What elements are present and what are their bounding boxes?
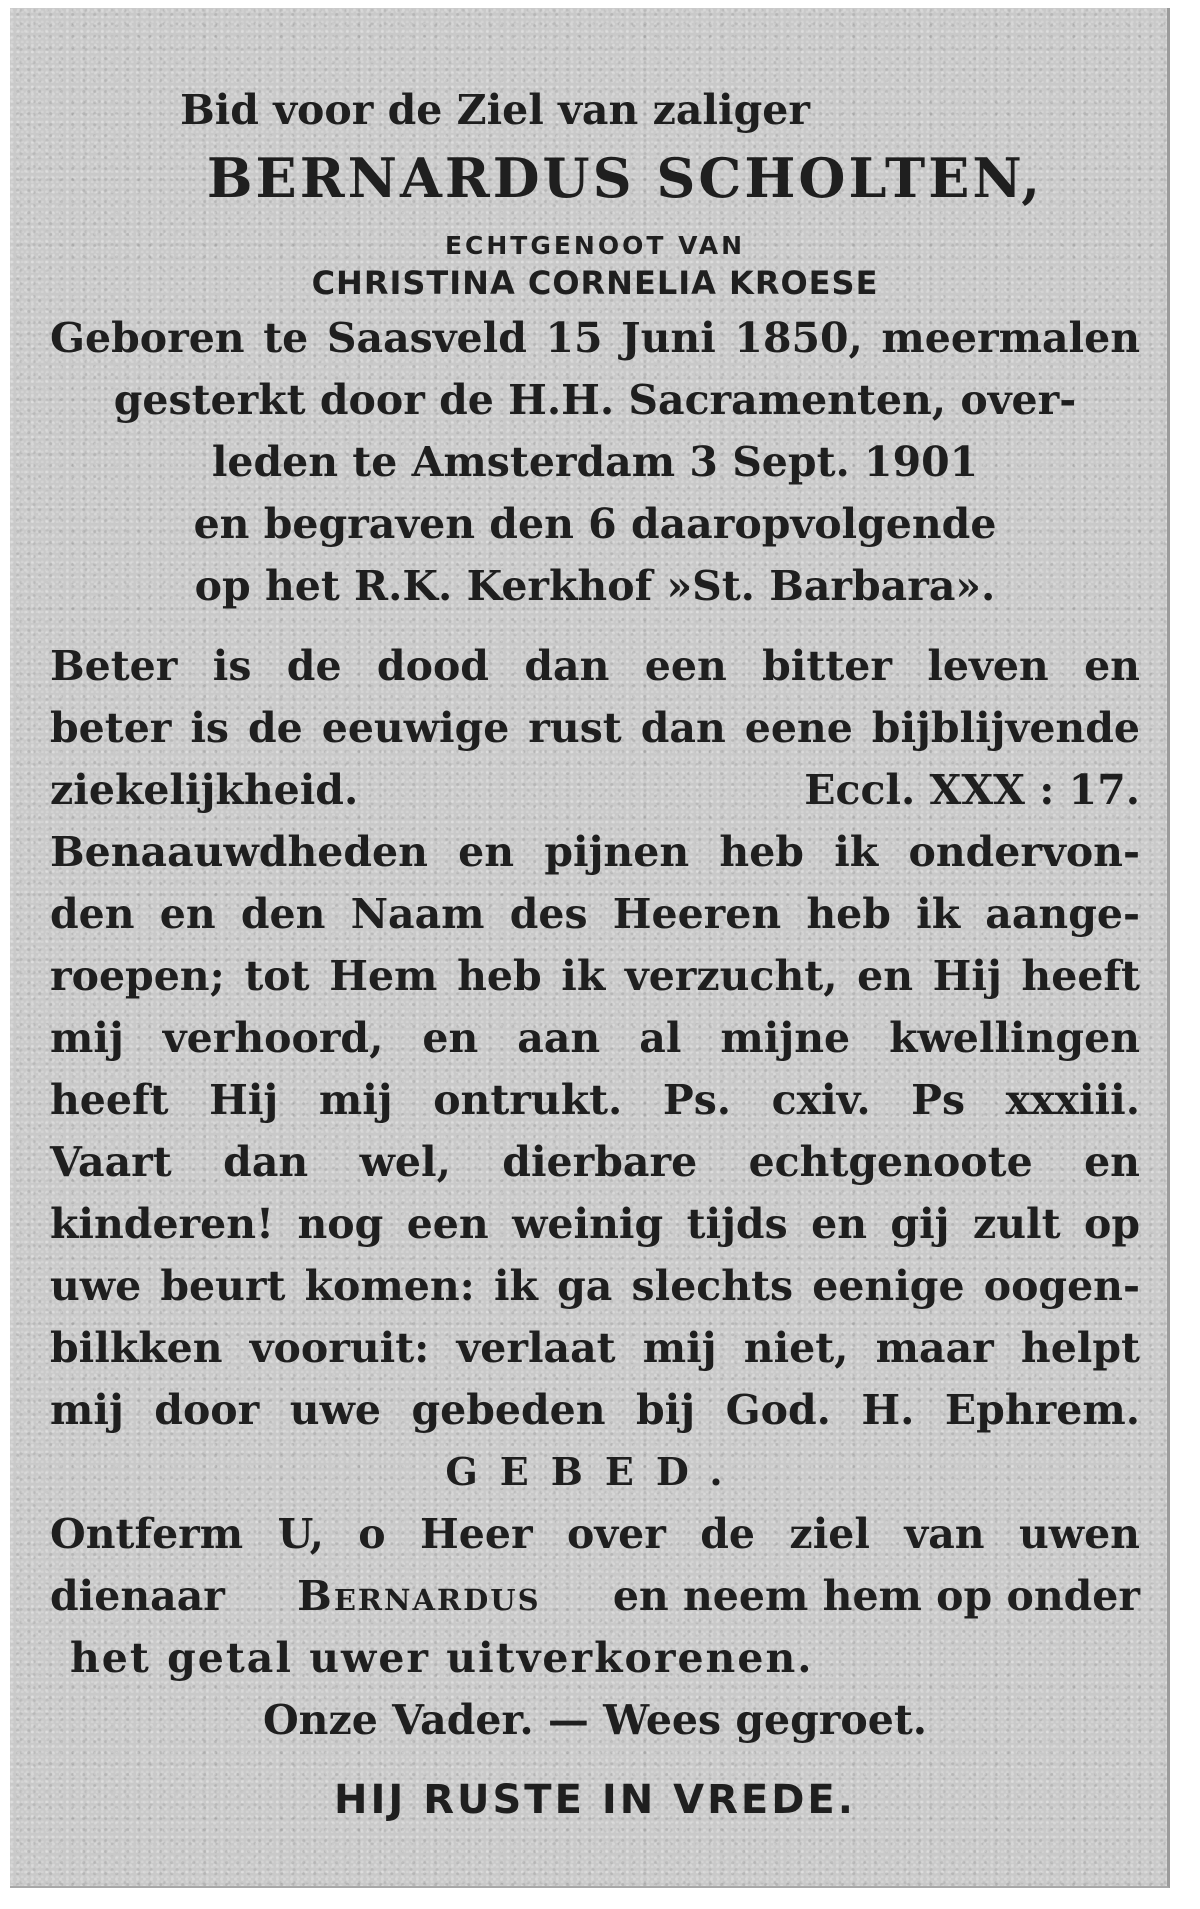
verse2-line-2: den en den Naam des Heeren heb ik aange- [50,890,1140,938]
bio-line-2: gesterkt door de H.H. Sacramenten, over- [113,376,1077,424]
verse3-line-5: mij door uwe gebeden bij God. H. Ephrem. [50,1386,1140,1434]
memorial-card [10,8,1170,1888]
prayer-line-2-post: en neem hem op onder [612,1572,1140,1620]
prayer-line-2-name: Bernardus [297,1572,541,1620]
prayer-heading: GEBED. [445,1449,745,1494]
verse2-line-3: roepen; tot Hem heb ik verzucht, en Hij heeft [50,952,1140,1000]
verse1-line-1: Beter is de dood dan een bitter leven en [50,642,1140,690]
verse1-line-2: beter is de eeuwige rust dan eene bijblijvende [50,704,1140,752]
verse3-line-4: bilkken vooruit: verlaat mij niet, maar helpt [50,1324,1140,1372]
verse2-line-5: heeft Hij mij ontrukt. Ps. cxiv. Ps xxxiii. [50,1076,1140,1124]
prayers-said: Onze Vader. — Wees gegroet. [262,1696,928,1744]
bio-line-5: op het R.K. Kerkhof »St. Barbara». [194,562,996,610]
prayer-line-1: Ontferm U, o Heer over de ziel van uwen [50,1510,1140,1558]
prayer-line-3: het getal uwer uitverkorenen. [70,1634,814,1682]
verse1-reference: Eccl. XXX : 17. [804,766,1140,814]
verse2-line-4: mij verhoord, en aan al mijne kwellingen [50,1014,1140,1062]
bio-line-3: leden te Amsterdam 3 Sept. 1901 [211,438,979,486]
prayer-line-2-pre: dienaar [50,1572,225,1620]
verse3-line-1: Vaart dan wel, dierbare echtgenoote en [50,1138,1140,1186]
prayer-line-2 [50,1566,1140,1626]
verse1-last: ziekelijkheid. [50,766,359,814]
bio-line-4: en begraven den 6 daaropvolgende [193,500,997,548]
spouse-name: CHRISTINA CORNELIA KROESE [311,264,879,302]
verse3-line-2: kinderen! nog een weinig tijds en gij zult op [50,1200,1140,1248]
intro-line: Bid voor de Ziel van zaliger [180,86,810,134]
deceased-name: BERNARDUS SCHOLTEN, [206,146,1044,210]
verse3-line-3: uwe beurt komen: ik ga slechts eenige oogen- [50,1262,1140,1310]
verse1-last-row [50,760,1140,820]
closing-line: HIJ RUSTE IN VREDE. [334,1777,856,1823]
verse2-line-1: Benaauwdheden en pijnen heb ik ondervon- [50,828,1140,876]
spouse-label: ECHTGENOOT VAN [444,231,746,260]
bio-line-1: Geboren te Saasveld 15 Juni 1850, meermalen [50,314,1140,362]
